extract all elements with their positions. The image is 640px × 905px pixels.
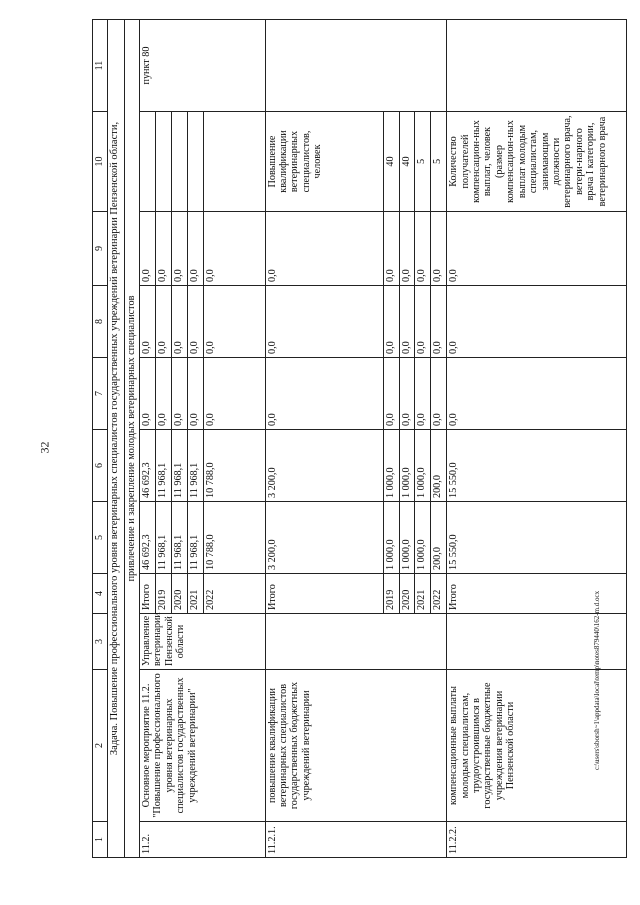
year-cell: 2021 <box>187 574 203 614</box>
value-cell: 0,0 <box>203 358 265 430</box>
value-cell: 0,0 <box>187 358 203 430</box>
indicator-cell <box>171 112 187 212</box>
indicator-cell: Повышение квалификации ветеринарных специалистов, человек <box>265 112 383 212</box>
value-cell: 0,0 <box>383 286 399 358</box>
value-cell: 0,0 <box>140 286 156 358</box>
value-cell: 10 788,0 <box>203 430 265 502</box>
indicator-value: 5 <box>431 112 447 212</box>
header-cell: 10 <box>93 112 108 212</box>
page-number: 32 <box>37 441 52 454</box>
year-cell: 2020 <box>171 574 187 614</box>
activity-name: повышение квалификации ветеринарных специалистов государственных бюджетных учреждений ветеринарии <box>265 670 447 822</box>
row-number: 11.2. <box>140 822 266 858</box>
value-cell: 11 968,1 <box>155 430 171 502</box>
value-cell: 0,0 <box>399 212 415 286</box>
header-cell: 3 <box>93 614 108 670</box>
value-cell: 11 968,1 <box>171 502 187 574</box>
value-cell: 0,0 <box>155 212 171 286</box>
header-cell: 5 <box>93 502 108 574</box>
header-cell: 2 <box>93 670 108 822</box>
value-cell: 1 000,0 <box>399 430 415 502</box>
task-title: Задача. Повышение профессионального уровня ветеринарных специалистов государственных учреждений ветеринарии Пензенской области, <box>108 20 125 858</box>
header-cell: 1 <box>93 822 108 858</box>
header-cell: 8 <box>93 286 108 358</box>
value-cell: 46 692,3 <box>140 502 156 574</box>
value-cell: 0,0 <box>431 212 447 286</box>
header-cell: 9 <box>93 212 108 286</box>
indicator-cell <box>187 112 203 212</box>
table-row <box>265 20 383 858</box>
value-cell: 3 200,0 <box>265 502 383 574</box>
value-cell: 0,0 <box>447 358 627 430</box>
year-cell: 2019 <box>155 574 171 614</box>
value-cell: 0,0 <box>447 212 627 286</box>
value-cell: 0,0 <box>415 212 431 286</box>
task-subtitle: привлечение и закрепление молодых ветеринарных специалистов <box>125 20 140 858</box>
header-cell: 4 <box>93 574 108 614</box>
indicator-cell <box>140 112 156 212</box>
value-cell: 11 968,1 <box>187 430 203 502</box>
value-cell: 15 550,0 <box>447 502 627 574</box>
value-cell: 0,0 <box>171 358 187 430</box>
year-cell: 2019 <box>383 574 399 614</box>
value-cell: 11 968,1 <box>187 502 203 574</box>
value-cell: 200,0 <box>431 430 447 502</box>
executor: Управление ветеринарии Пензенской области <box>140 614 266 670</box>
task-row <box>108 20 125 858</box>
task-subtitle-row <box>125 20 140 858</box>
value-cell: 0,0 <box>155 358 171 430</box>
value-cell: 0,0 <box>447 286 627 358</box>
year-cell: 2021 <box>415 574 431 614</box>
value-cell: 0,0 <box>171 286 187 358</box>
value-cell: 0,0 <box>203 286 265 358</box>
activity-name: Основное мероприятие 11.2. "Повышение профессионального уровня ветеринарных специалистов государственных учреждений ветеринарии" <box>140 670 266 822</box>
header-cell: 7 <box>93 358 108 430</box>
year-cell: Итого <box>265 574 383 614</box>
indicator-value: 5 <box>415 112 431 212</box>
value-cell: 0,0 <box>383 358 399 430</box>
value-cell: 3 200,0 <box>265 430 383 502</box>
value-cell: 0,0 <box>431 358 447 430</box>
value-cell: 1 000,0 <box>415 430 431 502</box>
executor <box>447 614 627 670</box>
value-cell: 0,0 <box>187 212 203 286</box>
year-cell: 2022 <box>203 574 265 614</box>
table-row <box>447 20 627 858</box>
value-cell: 0,0 <box>187 286 203 358</box>
point-reference <box>265 20 447 112</box>
point-reference: пункт 80 <box>140 20 266 112</box>
value-cell: 1 000,0 <box>415 502 431 574</box>
year-cell: 2020 <box>399 574 415 614</box>
indicator-value: 40 <box>399 112 415 212</box>
point-reference <box>447 20 627 112</box>
value-cell: 1 000,0 <box>399 502 415 574</box>
value-cell: 0,0 <box>265 286 383 358</box>
file-path: c:\users\sborsh~1\appdata\local\temp\notes879440\162-m.d.ocx <box>593 590 601 770</box>
value-cell: 0,0 <box>155 286 171 358</box>
year-cell: 2022 <box>431 574 447 614</box>
indicator-cell <box>203 112 265 212</box>
value-cell: 0,0 <box>140 358 156 430</box>
value-cell: 0,0 <box>415 358 431 430</box>
value-cell: 1 000,0 <box>383 502 399 574</box>
indicator-cell: Количество получателей компенсацион-ных выплат, человек (размер компенсацион-ных выплат молодым специалистам, занимающим должности ветеринарного врача, ветери-нарного врача I категории, ветеринарного врача <box>447 112 627 212</box>
header-cell: 11 <box>93 20 108 112</box>
program-table <box>92 19 627 858</box>
value-cell: 0,0 <box>415 286 431 358</box>
value-cell: 0,0 <box>171 212 187 286</box>
value-cell: 200,0 <box>431 502 447 574</box>
value-cell: 0,0 <box>265 358 383 430</box>
value-cell: 10 788,0 <box>203 502 265 574</box>
year-cell: Итого <box>447 574 627 614</box>
rotated-table-container <box>92 20 627 858</box>
value-cell: 1 000,0 <box>383 430 399 502</box>
activity-name: компенсационные выплаты молодым специалистам, трудоустроившимся в государственные бюджетные учреждения ветеринарии Пензенской области <box>447 670 627 822</box>
value-cell: 0,0 <box>431 286 447 358</box>
value-cell: 11 968,1 <box>171 430 187 502</box>
value-cell: 0,0 <box>203 212 265 286</box>
value-cell: 46 692,3 <box>140 430 156 502</box>
value-cell: 0,0 <box>265 212 383 286</box>
executor <box>265 614 447 670</box>
indicator-value: 40 <box>383 112 399 212</box>
indicator-cell <box>155 112 171 212</box>
value-cell: 0,0 <box>383 212 399 286</box>
header-cell: 6 <box>93 430 108 502</box>
value-cell: 11 968,1 <box>155 502 171 574</box>
value-cell: 0,0 <box>140 212 156 286</box>
year-cell: Итого <box>140 574 156 614</box>
value-cell: 0,0 <box>399 358 415 430</box>
table-row <box>140 20 156 858</box>
value-cell: 0,0 <box>399 286 415 358</box>
row-number: 11.2.1. <box>265 822 447 858</box>
header-row <box>93 20 108 858</box>
value-cell: 15 550,0 <box>447 430 627 502</box>
row-number: 11.2.2. <box>447 822 627 858</box>
